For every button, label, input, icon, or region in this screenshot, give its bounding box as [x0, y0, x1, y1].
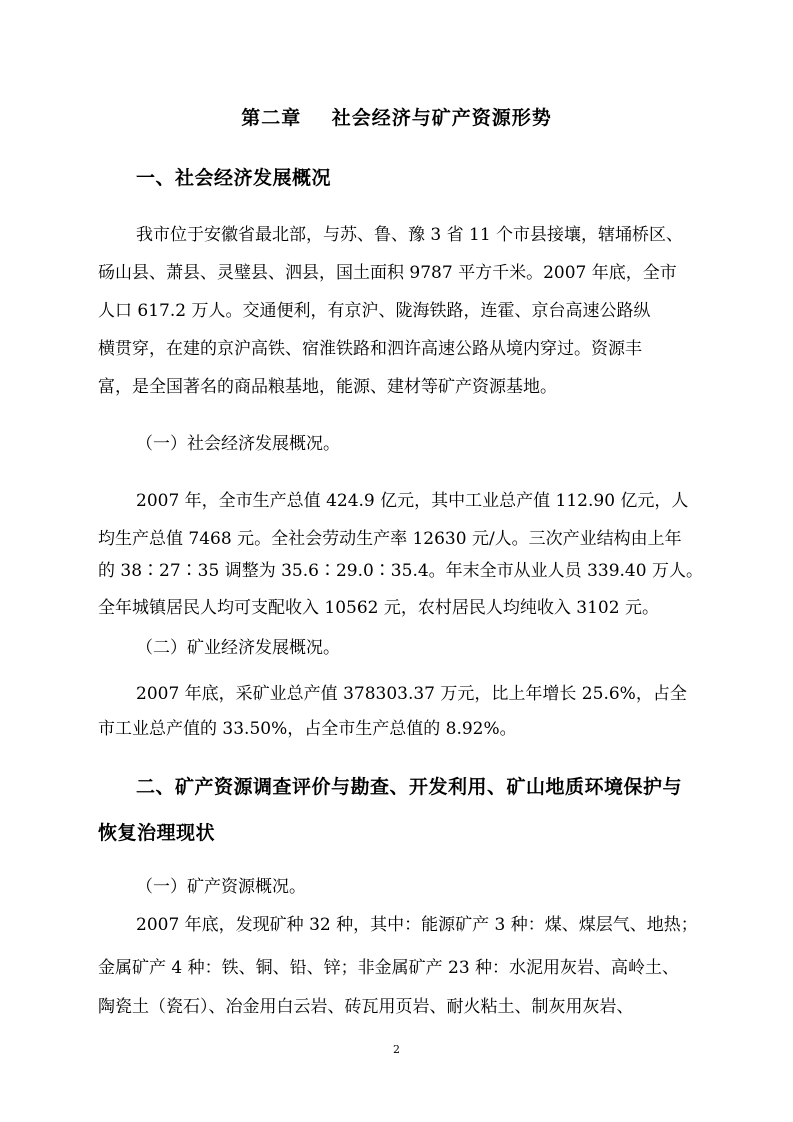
paragraph-line: 市工业总产值的 33.50%，占全市生产总值的 8.92%。 — [98, 719, 517, 739]
paragraph-line: 均生产总值 7468 元。全社会劳动生产率 12630 元/人。三次产业结构由上年 — [98, 529, 682, 549]
paragraph-line: 2007 年底，采矿业总产值 378303.37 万元，比上年增长 25.6%，占全 — [136, 684, 687, 704]
paragraph-line: 的 38∶27∶35 调整为 35.6∶29.0∶35.4。年末全市从业人员 339.40 万人。 — [98, 561, 703, 581]
paragraph-line: 金属矿产 4 种：铁、铜、铅、锌；非金属矿产 23 种：水泥用灰岩、高岭土、 — [98, 958, 680, 978]
section-heading-mineral-resources-cont: 恢复治理现状 — [98, 822, 216, 844]
paragraph-line: 砀山县、萧县、灵璧县、泗县，国土面积 9787 平方千米。2007 年底，全市 — [98, 263, 677, 283]
paragraph-line: 陶瓷土（瓷石）、冶金用白云岩、砖瓦用页岩、耐火粘土、制灰用灰岩、 — [98, 997, 634, 1017]
chapter-title: 第二章 社会经济与矿产资源形势 — [241, 107, 552, 129]
paragraph-line: 我市位于安徽省最北部，与苏、鲁、豫 3 省 11 个市县接壤，辖埇桥区、 — [136, 225, 684, 245]
subsection-heading: （一）社会经济发展概况。 — [136, 434, 340, 454]
paragraph-line: 全年城镇居民人均可支配收入 10562 元，农村居民人均纯收入 3102 元。 — [98, 598, 659, 618]
paragraph-line: 富，是全国著名的商品粮基地，能源、建材等矿产资源基地。 — [98, 377, 557, 397]
paragraph-line: 2007 年底，发现矿种 32 种，其中：能源矿产 3 种：煤、煤层气、地热； — [136, 915, 698, 935]
paragraph-line: 横贯穿，在建的京沪高铁、宿淮铁路和泗许高速公路从境内穿过。资源丰 — [98, 339, 642, 359]
section-heading-social-economy: 一、社会经济发展概况 — [136, 167, 332, 189]
paragraph-line: 人口 617.2 万人。交通便利，有京沪、陇海铁路，连霍、京台高速公路纵 — [98, 301, 651, 321]
subsection-heading: （二）矿业经济发展概况。 — [136, 638, 340, 658]
subsection-heading: （一）矿产资源概况。 — [136, 877, 306, 897]
page-number: 2 — [393, 1043, 400, 1056]
paragraph-line: 2007 年，全市生产总值 424.9 亿元，其中工业总产值 112.90 亿元，人 — [136, 491, 689, 511]
section-heading-mineral-resources: 二、矿产资源调查评价与勘查、开发利用、矿山地质环境保护与 — [136, 776, 683, 798]
